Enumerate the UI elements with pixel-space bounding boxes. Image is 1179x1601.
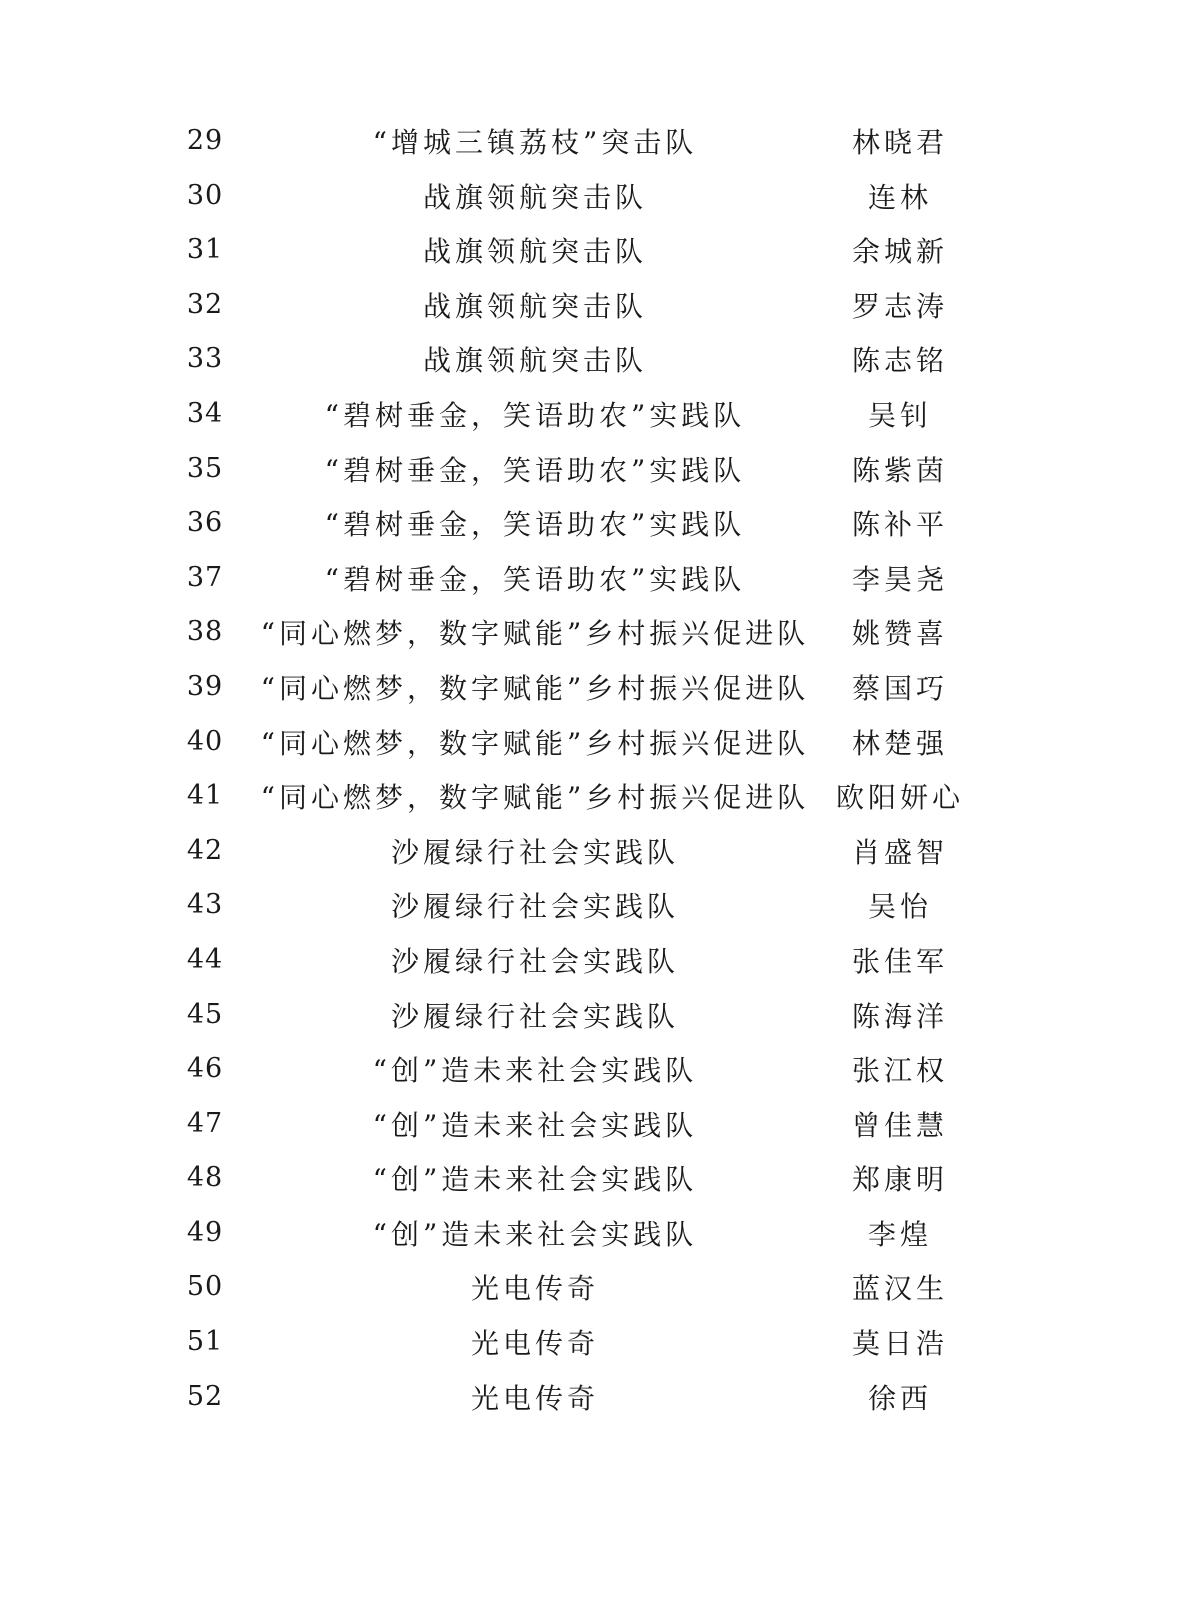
- row-number: 34: [186, 397, 224, 429]
- list-row: [0, 443, 1179, 498]
- team-name: 沙履绿行社会实践队: [390, 944, 679, 978]
- person-name: 欧阳妍心: [835, 781, 964, 815]
- person-name: 张佳军: [851, 944, 948, 978]
- person-name: 蓝汉生: [851, 1272, 948, 1306]
- team-name: “碧树垂金，笑语助农”实践队: [324, 562, 746, 596]
- person-name: 曾佳慧: [851, 1108, 948, 1142]
- team-name: 沙履绿行社会实践队: [390, 890, 679, 924]
- row-number: 31: [186, 234, 224, 266]
- list-row: [0, 388, 1179, 443]
- row-number: 52: [186, 1380, 224, 1412]
- list-row: [0, 716, 1179, 771]
- list-row: [0, 279, 1179, 334]
- person-name: 林楚强: [851, 726, 948, 760]
- list-row: [0, 1316, 1179, 1371]
- row-number: 30: [186, 179, 224, 211]
- row-number: 37: [186, 561, 224, 593]
- team-name: 沙履绿行社会实践队: [390, 835, 679, 869]
- person-name: 陈补平: [851, 508, 948, 542]
- team-name: “同心燃梦，数字赋能”乡村振兴促进队: [260, 671, 810, 705]
- row-number: 48: [186, 1162, 224, 1194]
- person-name: 林晓君: [851, 126, 948, 159]
- list-row: [0, 552, 1179, 607]
- list-row: [0, 170, 1179, 225]
- row-number: 35: [186, 452, 224, 484]
- person-name: 蔡国巧: [851, 671, 948, 705]
- person-name: 陈紫茵: [851, 453, 948, 487]
- list-row: [0, 1098, 1179, 1153]
- list-row: [0, 989, 1179, 1044]
- row-number: 42: [186, 834, 224, 866]
- team-name: 战旗领航突击队: [422, 180, 647, 214]
- person-name: 莫日浩: [851, 1327, 948, 1361]
- person-name: 李昊尧: [851, 562, 948, 596]
- team-name: 光电传奇: [470, 1327, 599, 1361]
- row-number: 50: [186, 1271, 224, 1303]
- list-row: [0, 224, 1179, 279]
- list-row: [0, 879, 1179, 934]
- team-name: 战旗领航突击队: [422, 344, 647, 378]
- person-name: 吴钊: [867, 398, 932, 432]
- person-name: 郑康明: [851, 1163, 948, 1197]
- person-name: 陈志铭: [851, 344, 948, 378]
- list-row: [0, 497, 1179, 552]
- list-row: [0, 1152, 1179, 1207]
- team-name: “同心燃梦，数字赋能”乡村振兴促进队: [260, 726, 810, 760]
- row-number: 29: [186, 125, 224, 156]
- list-row: [0, 825, 1179, 880]
- team-name: “同心燃梦，数字赋能”乡村振兴促进队: [260, 781, 810, 815]
- team-name: 沙履绿行社会实践队: [390, 999, 679, 1033]
- row-number: 44: [186, 943, 224, 975]
- row-number: 38: [186, 616, 224, 648]
- list-row: [0, 1261, 1179, 1316]
- row-number: 32: [186, 288, 224, 320]
- row-number: 40: [186, 725, 224, 757]
- team-name: “碧树垂金，笑语助农”实践队: [324, 398, 746, 432]
- person-name: 肖盛智: [851, 835, 948, 869]
- row-number: 49: [186, 1216, 224, 1248]
- team-name: “创”造未来社会实践队: [372, 1217, 698, 1251]
- person-name: 陈海洋: [851, 999, 948, 1033]
- person-name: 李煌: [867, 1217, 932, 1251]
- row-number: 36: [186, 507, 224, 539]
- team-name: “创”造未来社会实践队: [372, 1108, 698, 1142]
- person-name: 吴怡: [867, 890, 932, 924]
- list-row: [0, 770, 1179, 825]
- list-row: [0, 934, 1179, 989]
- team-name: “创”造未来社会实践队: [372, 1163, 698, 1197]
- person-name: 罗志涛: [851, 289, 948, 323]
- row-number: 51: [186, 1326, 224, 1358]
- row-number: 39: [186, 670, 224, 702]
- list-row: [0, 661, 1179, 716]
- team-name: 战旗领航突击队: [422, 235, 647, 269]
- team-name: 光电传奇: [470, 1381, 599, 1415]
- team-name: “碧树垂金，笑语助农”实践队: [324, 508, 746, 542]
- team-name: 战旗领航突击队: [422, 289, 647, 323]
- person-name: 姚赞喜: [851, 617, 948, 651]
- list-row: [0, 1371, 1179, 1426]
- person-name: 张江权: [851, 1054, 948, 1088]
- list-row: [0, 115, 1179, 170]
- row-number: 45: [186, 998, 224, 1030]
- list-row: [0, 333, 1179, 388]
- team-name: 光电传奇: [470, 1272, 599, 1306]
- team-name: “增城三镇荔枝”突击队: [372, 126, 698, 159]
- team-name: “同心燃梦，数字赋能”乡村振兴促进队: [260, 617, 810, 651]
- list-row: [0, 1043, 1179, 1098]
- list-row: [0, 606, 1179, 661]
- row-number: 47: [186, 1107, 224, 1139]
- team-name: “碧树垂金，笑语助农”实践队: [324, 453, 746, 487]
- team-name: “创”造未来社会实践队: [372, 1054, 698, 1088]
- person-name: 徐西: [867, 1381, 932, 1415]
- name-list: [0, 115, 1179, 1425]
- row-number: 33: [186, 343, 224, 375]
- person-name: 余城新: [851, 235, 948, 269]
- list-row: [0, 1207, 1179, 1262]
- person-name: 连林: [867, 180, 932, 214]
- row-number: 43: [186, 889, 224, 921]
- row-number: 41: [186, 780, 224, 812]
- row-number: 46: [186, 1053, 224, 1085]
